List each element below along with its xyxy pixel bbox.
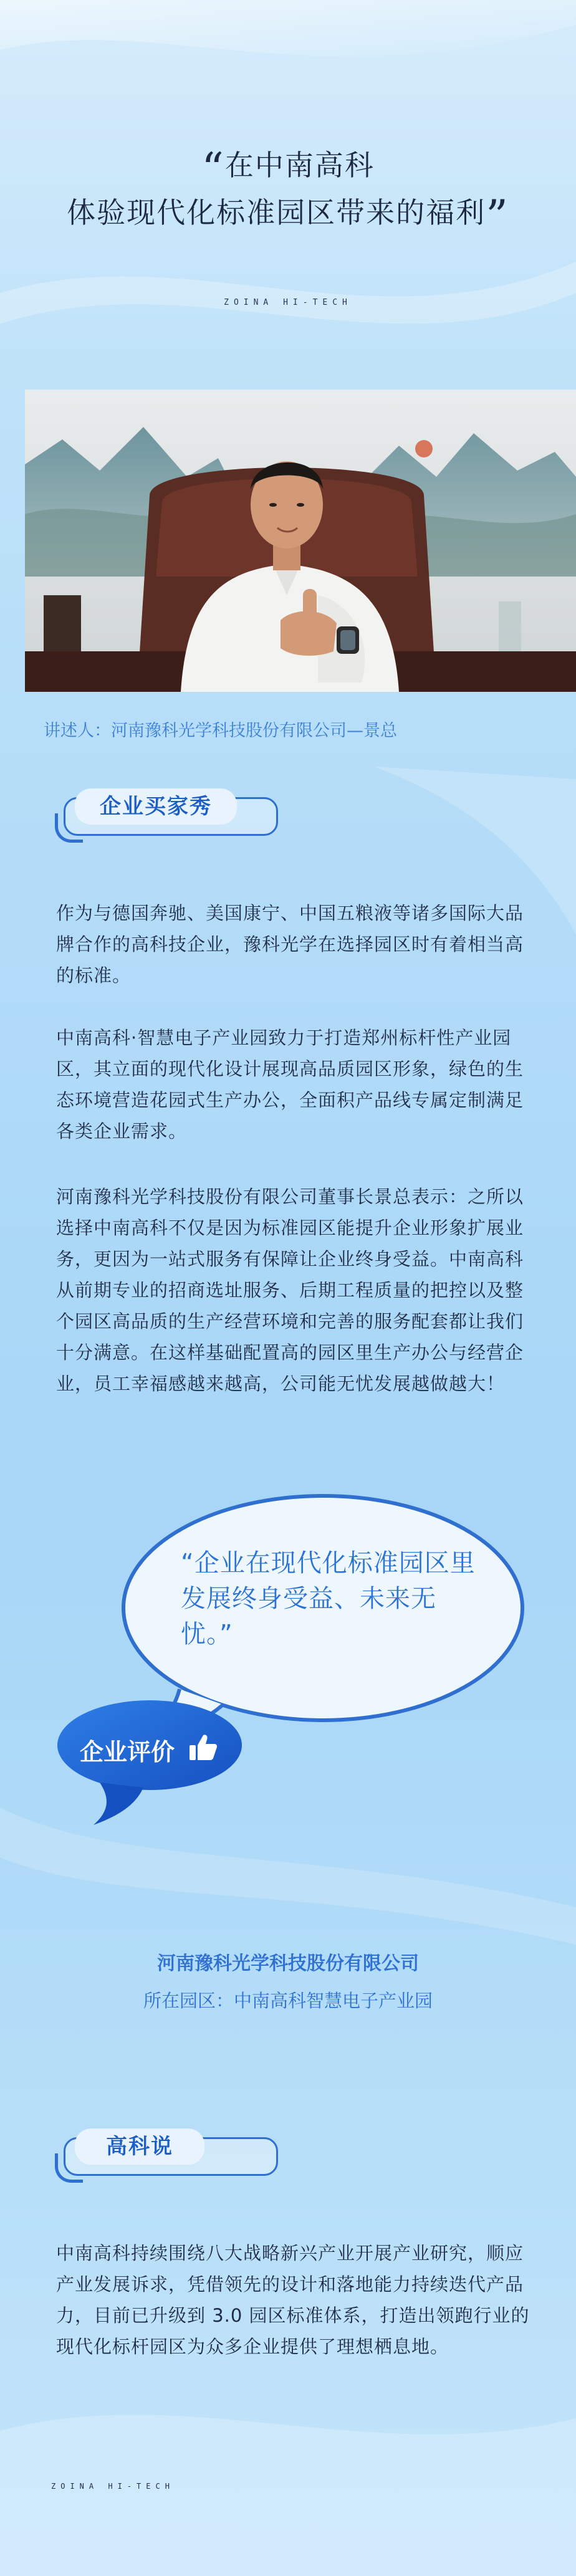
- section-tag-label: 企业买家秀: [75, 788, 237, 825]
- paragraph-gaoke-summary: 中南高科持续围绕八大战略新兴产业开展产业研究，顺应产业发展诉求，凭借领先的设计和落地能力持续迭代产品力，目前已升级到 3.0 园区标准体系，打造出领跑行业的现代化标杆园区为众多企业提供了理想栖息地。: [56, 2243, 530, 2357]
- section-tag-buyers-show: [55, 788, 286, 841]
- thumbs-up-icon: [188, 1733, 218, 1761]
- footer-brand: ZOINA HI-TECH: [51, 2482, 175, 2491]
- section-tag-gaoke-says: [55, 2128, 286, 2181]
- speaker-caption: 讲述人：河南豫科光学科技股份有限公司—景总: [44, 721, 397, 740]
- company-name: 河南豫科光学科技股份有限公司: [157, 1953, 419, 1975]
- quote-text: “企业在现代化标准园区里发展终身受益、未来无忧。”: [181, 1549, 476, 1649]
- speaker-photo: [25, 390, 576, 692]
- page-title: [0, 143, 576, 242]
- open-quote-mark: “: [201, 143, 225, 194]
- park-name: 所在园区：中南高科智慧电子产业园: [143, 1990, 433, 2011]
- title-line-2-text: 体验现代化标准园区带来的福利: [67, 196, 486, 229]
- paragraph-park-intro: 中南高科·智慧电子产业园致力于打造郑州标杆性产业园区，其立面的现代化设计展现高品质园区形象，绿色的生态环境营造花园式生产办公，全面积产品线专属定制满足各类企业需求。: [56, 1027, 524, 1142]
- title-line-2: [0, 191, 576, 242]
- title-line-1: [0, 143, 576, 194]
- brand-subtitle: ZOINA HI-TECH: [224, 298, 352, 307]
- section-tag-label: 高科说: [75, 2128, 204, 2165]
- portrait-photo-illustration: [25, 390, 576, 692]
- evaluation-label: 企业评价: [80, 1738, 175, 1766]
- paragraph-intro: 作为与德国奔驰、美国康宁、中国五粮液等诸多国际大品牌合作的高科技企业，豫科光学在选择园区时有着相当高的标准。: [56, 903, 524, 986]
- title-line-1-text: 在中南高科: [224, 148, 375, 182]
- paragraph-chairman-statement: 河南豫科光学科技股份有限公司董事长景总表示：之所以选择中南高科不仅是因为标准园区能提升企业形象扩展业务，更因为一站式服务有保障让企业终身受益。中南高科从前期专业的招商选址服务、后期工程质量的把控以及整个园区高品质的生产经营环境和完善的服务配套都让我们十分满意。在这样基础配置高的园区里生产办公与经营企业，员工幸福感越来越高，公司能无忧发展越做越大！: [56, 1186, 524, 1394]
- close-quote-mark: ”: [486, 191, 509, 242]
